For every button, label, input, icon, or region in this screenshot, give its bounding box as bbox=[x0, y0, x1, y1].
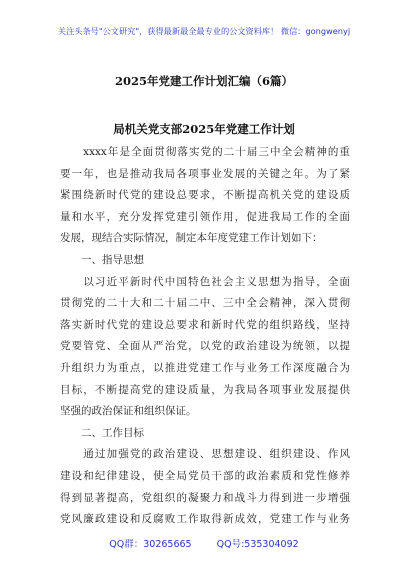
paragraph-line: 要一年，也是推动我局各项事业发展的关键之年。为了紧 bbox=[60, 167, 350, 180]
document-title: 2025年党建工作计划汇编（6篇） bbox=[114, 74, 293, 88]
heading-guiding-thought: 一、指导思想 bbox=[60, 253, 144, 266]
paragraph-line: 贯彻党的二十大和二十届二中、三中全会精神，深入贯彻 bbox=[60, 297, 350, 310]
section-title: 局机关党支部2025年党建工作计划 bbox=[113, 122, 295, 136]
header-banner: 关注头条号"公文研究"，获得最新最全最专业的公文资料库！ 微信：gongwenyj bbox=[57, 26, 351, 36]
qq-number-label: QQ号:535304092 bbox=[216, 539, 299, 550]
paragraph-line: 坚强的政治保证和组织保证。 bbox=[60, 405, 197, 418]
heading-work-goals: 二、工作目标 bbox=[60, 426, 144, 439]
paragraph-line: 落实新时代党的建设总要求和新时代党的组织路线，坚持 bbox=[60, 318, 350, 331]
qq-group-label: QQ群：30265665 bbox=[109, 539, 192, 550]
paragraph-line: 通过加强党的政治建设、思想建设、组织建设、作风 bbox=[60, 448, 350, 461]
body-text bbox=[60, 142, 350, 531]
paragraph-line: 量和水平，充分发挥党建引领作用，促进我局工作的全面 bbox=[60, 210, 350, 223]
paragraph-line: 党要管党、全面从严治党，以党的政治建设为统领，以提 bbox=[60, 340, 350, 353]
paragraph-line: 发展，现结合实际情况，制定本年度党建工作计划如下： bbox=[60, 232, 323, 245]
paragraph-line: 紧围绕新时代党的建设总要求，不断提高机关党的建设质 bbox=[60, 189, 350, 202]
paragraph-line: 得到显著提高，党组织的凝聚力和战斗力得到进一步增强 bbox=[60, 491, 350, 504]
paragraph-line: xxxx年是全面贯彻落实党的二十届三中全会精神的重 bbox=[60, 146, 350, 158]
paragraph-line: 党风廉政建设和反腐败工作取得新成效，党建工作与业务 bbox=[60, 513, 350, 526]
paragraph-line: 升组织力为重点，以推进党建工作与业务工作深度融合为 bbox=[60, 361, 350, 374]
footer-contact bbox=[0, 536, 408, 550]
paragraph-line: 以习近平新时代中国特色社会主义思想为指导，全面 bbox=[60, 275, 350, 288]
paragraph-line: 目标，不断提高党的建设质量，为我局各项事业发展提供 bbox=[60, 383, 350, 396]
paragraph-line: 建设和纪律建设，使全局党员干部的政治素质和党性修养 bbox=[60, 469, 350, 482]
